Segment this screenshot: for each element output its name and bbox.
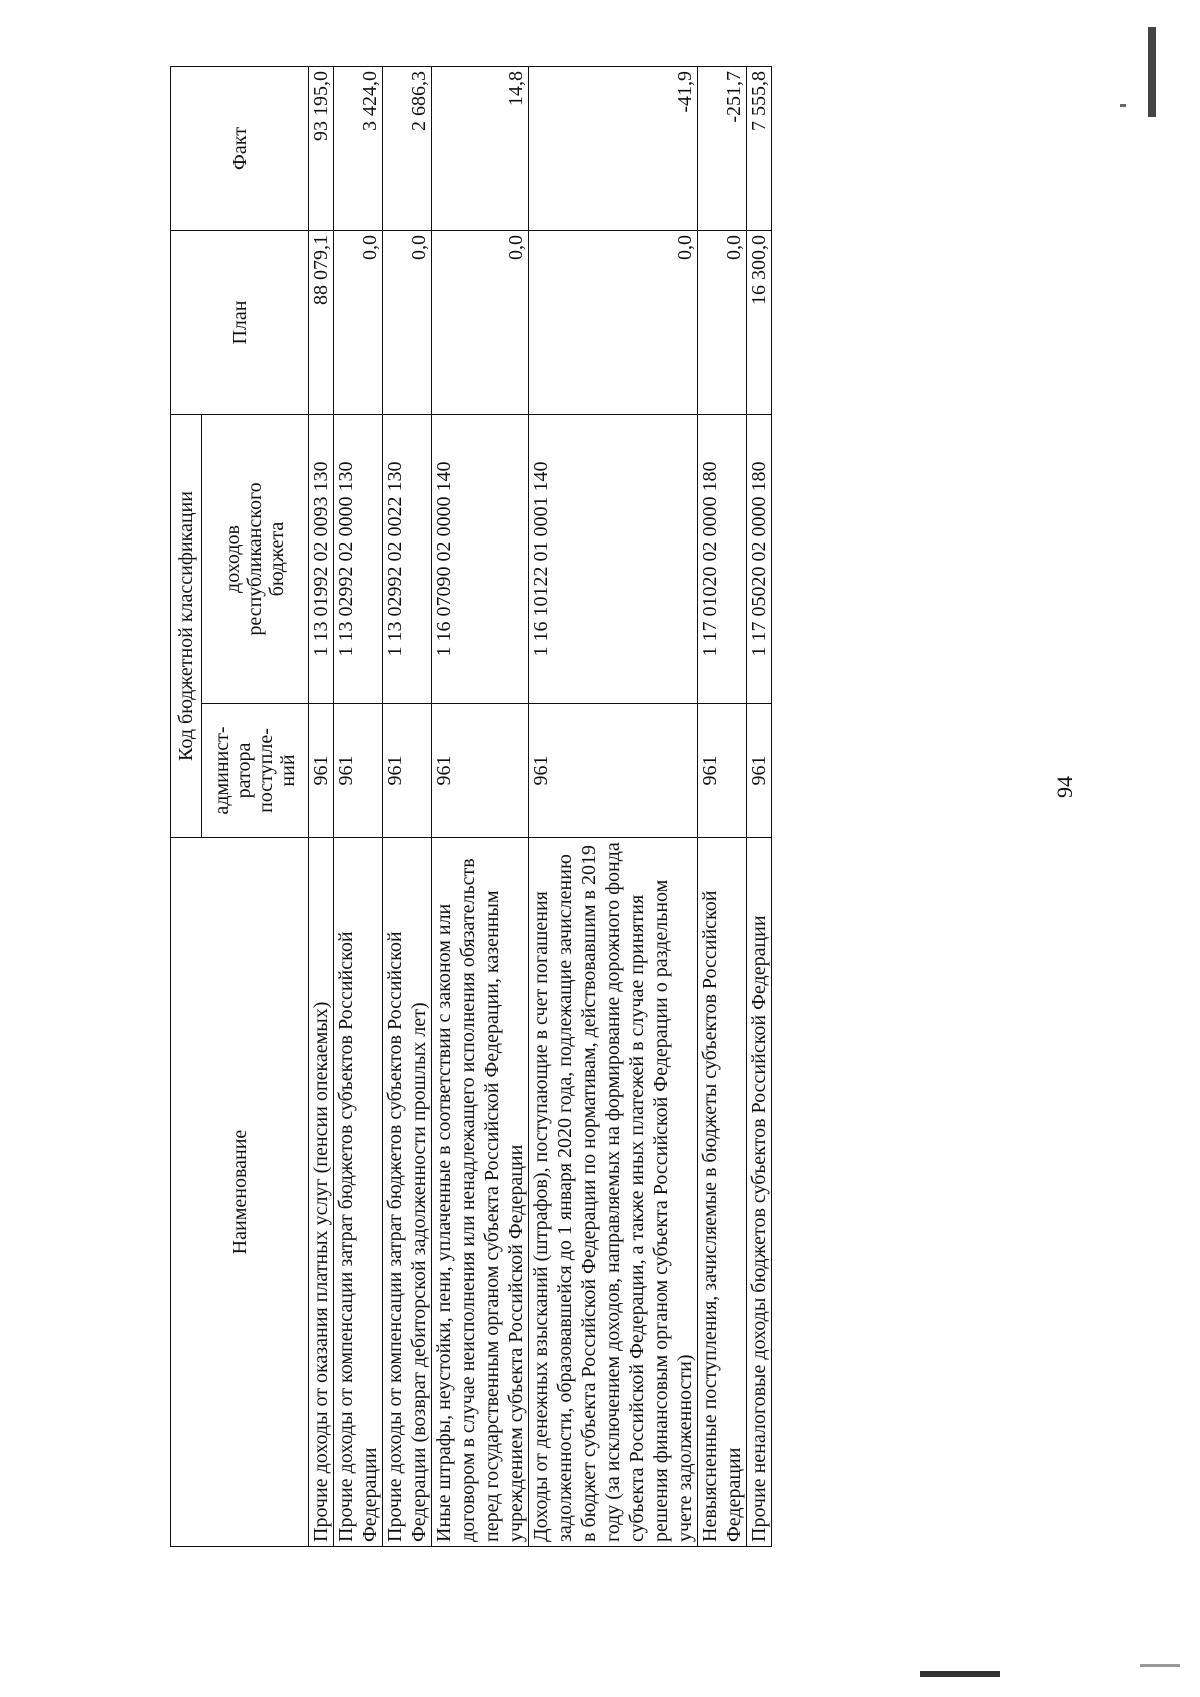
row-income-code: 1 13 01992 02 0093 130	[309, 415, 334, 704]
table-row	[383, 67, 432, 1547]
row-fact: 7 555,8	[747, 67, 772, 231]
table-row	[747, 67, 772, 1547]
row-plan: 0,0	[334, 231, 383, 415]
table-row	[309, 67, 334, 1547]
row-name: Невыясненные поступления, зачисляемые в бюджеты субъектов Российской Федерации	[698, 838, 747, 1547]
row-fact: 3 424,0	[334, 67, 383, 231]
row-admin-code: 961	[334, 704, 383, 838]
scan-mark	[1148, 27, 1156, 117]
scan-mark	[1120, 104, 1126, 107]
row-plan: 0,0	[383, 231, 432, 415]
row-name: Доходы от денежных взысканий (штрафов), поступающие в счет погашения задолженности, образовавшейся до 1 января 2020 года, подлежащие зачислению в бюджет субъекта Российской Федерации по нормативам, действовавшим в 2019 году (за исключением доходов, направляемых на формирование дорожного фонда субъекта Российской Федерации, а также иных платежей в случае принятия решения финансовым органом субъекта Российской Федерации о раздельном учете задолженности)	[529, 838, 698, 1547]
row-admin-code: 961	[309, 704, 334, 838]
scan-mark	[1140, 1664, 1180, 1667]
row-admin-code: 961	[432, 704, 529, 838]
row-plan: 0,0	[432, 231, 529, 415]
row-admin-code: 961	[383, 704, 432, 838]
row-fact: 2 686,3	[383, 67, 432, 231]
row-name: Прочие доходы от компенсации затрат бюджетов субъектов Российской Федерации	[334, 838, 383, 1547]
header-code-group: Код бюджетной классификации	[171, 415, 202, 838]
header-admin: админист- ратора поступле- ний	[202, 704, 309, 838]
budget-income-table	[170, 66, 772, 1547]
table-row	[529, 67, 698, 1547]
row-income-code: 1 13 02992 02 0000 130	[334, 415, 383, 704]
scan-mark	[920, 1671, 1000, 1677]
row-income-code: 1 13 02992 02 0022 130	[383, 415, 432, 704]
header-income: доходов республиканского бюджета	[202, 415, 309, 704]
table-row	[698, 67, 747, 1547]
row-plan: 16 300,0	[747, 231, 772, 415]
table-row	[432, 67, 529, 1547]
page-number: 94	[1052, 776, 1077, 798]
row-admin-code: 961	[698, 704, 747, 838]
row-plan: 0,0	[529, 231, 698, 415]
row-income-code: 1 17 01020 02 0000 180	[698, 415, 747, 704]
row-fact: -41,9	[529, 67, 698, 231]
row-admin-code: 961	[529, 704, 698, 838]
row-admin-code: 961	[747, 704, 772, 838]
row-income-code: 1 16 10122 01 0001 140	[529, 415, 698, 704]
header-fact: Факт	[171, 67, 309, 231]
header-name: Наименование	[171, 838, 309, 1547]
row-plan: 0,0	[698, 231, 747, 415]
row-income-code: 1 16 07090 02 0000 140	[432, 415, 529, 704]
header-plan: План	[171, 231, 309, 415]
row-name: Прочие неналоговые доходы бюджетов субъектов Российской Федерации	[747, 838, 772, 1547]
row-fact: -251,7	[698, 67, 747, 231]
row-name: Иные штрафы, неустойки, пени, уплаченные в соответствии с законом или договором в случае неисполнения или ненадлежащего исполнения обязательств перед государственным органом субъекта Российской Федерации, казенным учреждением субъекта Российской Федерации	[432, 838, 529, 1547]
row-income-code: 1 17 05020 02 0000 180	[747, 415, 772, 704]
row-name: Прочие доходы от оказания платных услуг (пенсии опекаемых)	[309, 838, 334, 1547]
table-row	[334, 67, 383, 1547]
row-fact: 14,8	[432, 67, 529, 231]
row-name: Прочие доходы от компенсации затрат бюджетов субъектов Российской Федерации (возврат дебиторской задолженности прошлых лет)	[383, 838, 432, 1547]
row-plan: 88 079,1	[309, 231, 334, 415]
row-fact: 93 195,0	[309, 67, 334, 231]
